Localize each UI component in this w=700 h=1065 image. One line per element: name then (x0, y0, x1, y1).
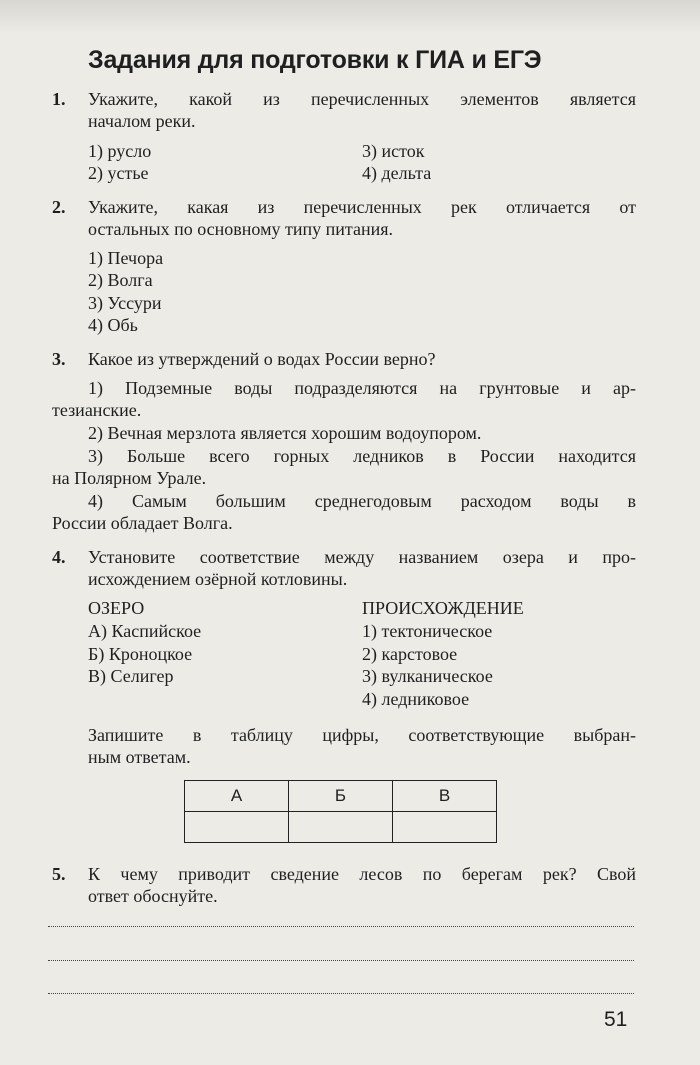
answer-cell-a[interactable] (185, 812, 289, 843)
answer-cell-b[interactable] (289, 812, 393, 843)
question-4-text-line-1: Установите соответствие между названием озера и про- (88, 547, 636, 567)
question-5-text-line-1: К чему приводит сведение лесов по берегам рек? Свой (88, 864, 636, 884)
question-2-option-1: 1) Печора (88, 248, 164, 268)
question-2-option-2: 2) Волга (88, 270, 153, 290)
answer-line-2[interactable] (48, 960, 634, 961)
lake-item-a: А) Каспийское (88, 621, 202, 641)
question-4-number: 4. (52, 547, 66, 567)
page-top-shadow (0, 0, 700, 34)
question-1-option-3: 3) исток (362, 141, 425, 161)
origin-item-2: 2) карстовое (362, 644, 458, 664)
origin-item-3: 3) вулканическое (362, 666, 493, 686)
question-5-number: 5. (52, 864, 66, 884)
question-3-option-4-line-2: России обладает Волга. (52, 513, 233, 533)
lake-item-c: В) Селигер (88, 666, 174, 686)
page-title: Задания для подготовки к ГИА и ЕГЭ (88, 46, 542, 74)
answer-line-3[interactable] (48, 993, 634, 994)
question-2-text-line-1: Укажите, какая из перечисленных рек отличается от (88, 197, 636, 217)
lake-column-header: ОЗЕРО (88, 598, 145, 618)
question-3-option-1-line-1: 1) Подземные воды подразделяются на грунтовые и ар- (88, 378, 636, 398)
answer-table-header-c: В (393, 781, 497, 812)
question-4-text-line-2: исхождением озёрной котловины. (88, 569, 348, 589)
question-3-option-4-line-1: 4) Самым большим среднегодовым расходом воды в (88, 491, 636, 511)
question-4-instruction-line-1: Запишите в таблицу цифры, соответствующие выбран- (88, 725, 636, 745)
question-2-option-4: 4) Обь (88, 315, 138, 335)
answer-table-input-row (185, 812, 497, 843)
question-4-instruction-line-2: ным ответам. (88, 747, 191, 767)
question-1-option-4: 4) дельта (362, 163, 432, 183)
question-3-number: 3. (52, 349, 66, 369)
question-1-number: 1. (52, 89, 66, 109)
answer-line-1[interactable] (48, 926, 634, 927)
lake-item-b: Б) Кроноцкое (88, 644, 193, 664)
answer-cell-c[interactable] (393, 812, 497, 843)
question-3-option-2: 2) Вечная мерзлота является хорошим водоупором. (88, 423, 482, 443)
question-1-text-line-2: началом реки. (88, 111, 196, 131)
question-1-option-2: 2) устье (88, 163, 149, 183)
question-2-number: 2. (52, 197, 66, 217)
answer-table-header-row (185, 781, 497, 812)
question-3-option-3-line-1: 3) Больше всего горных ледников в России находится (88, 446, 636, 466)
answer-table-header-a: А (185, 781, 289, 812)
origin-item-4: 4) ледниковое (362, 689, 470, 709)
origin-column-header: ПРОИСХОЖДЕНИЕ (362, 598, 524, 618)
question-3-option-3-line-2: на Полярном Урале. (52, 468, 207, 488)
answer-table-header-b: Б (289, 781, 393, 812)
answer-table (184, 780, 497, 843)
question-3-text: Какое из утверждений о водах России верно? (88, 349, 436, 369)
question-1-text-line-1: Укажите, какой из перечисленных элементов является (88, 89, 636, 109)
question-3-option-1-line-2: тезианские. (52, 400, 142, 420)
question-1-option-1: 1) русло (88, 141, 152, 161)
question-2-option-3: 3) Уссури (88, 293, 162, 313)
question-5-text-line-2: ответ обоснуйте. (88, 886, 218, 906)
page-number: 51 (604, 1008, 628, 1031)
question-2-text-line-2: остальных по основному типу питания. (88, 219, 393, 239)
origin-item-1: 1) тектоническое (362, 621, 493, 641)
